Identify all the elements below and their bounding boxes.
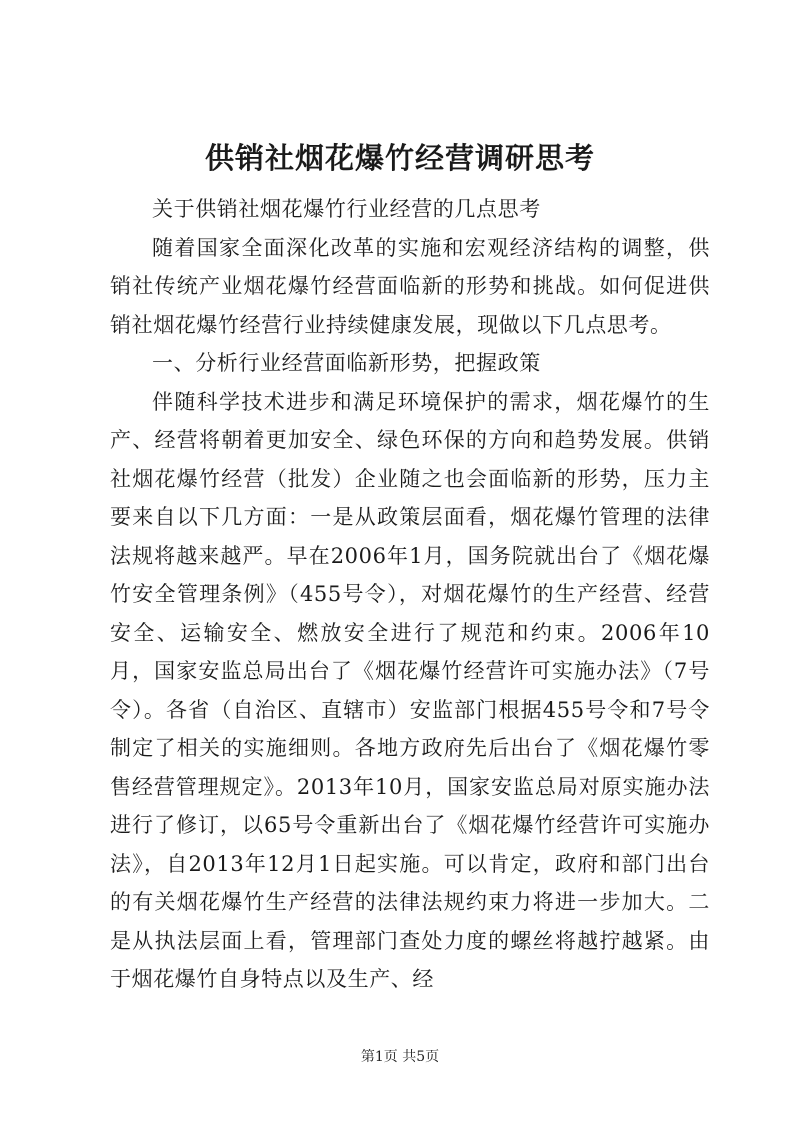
paragraph-intro: 随着国家全面深化改革的实施和宏观经济结构的调整，供销社传统产业烟花爆竹经营面临新的形势和挑战。如何促进供销社烟花爆竹经营行业持续健康发展，现做以下几点思考。 (110, 235, 710, 337)
paragraph-analysis: 伴随科学技术进步和满足环境保护的需求，烟花爆竹的生产、经营将朝着更加安全、绿色环保的方向和趋势发展。供销社烟花爆竹经营（批发）企业随之也会面临新的形势，压力主要来自以下几方面：一是从政策层面看，烟花爆竹管理的法律法规将越来越严。早在2006年1月，国务院就出台了《烟花爆竹安全管理条例》（455号令），对烟花爆竹的生产经营、经营安全、运输安全、燃放安全进行了规范和约束。2006年10月，国家安监总局出台了《烟花爆竹经营许可实施办法》（7号令）。各省（自治区、直辖市）安监部门根据455号令和7号令制定了相关的实施细则。各地方政府先后出台了《烟花爆竹零售经营管理规定》。2013年10月，国家安监总局对原实施办法进行了修订，以65号令重新出台了《烟花爆竹经营许可实施办法》，自2013年12月1日起实施。可以肯定，政府和部门出台的有关烟花爆竹生产经营的法律法规约束力将进一步加大。二是从执法层面上看，管理部门查处力度的螺丝将越拧越紧。由于烟花爆竹自身特点以及生产、经 (110, 389, 710, 991)
section-heading: 一、分析行业经营面临新形势，把握政策 (152, 351, 541, 375)
document-body (110, 190, 710, 999)
paragraph-subtitle: 关于供销社烟花爆竹行业经营的几点思考 (152, 197, 541, 221)
page-number: 第1页 共5页 (360, 1049, 440, 1065)
document-title: 供销社烟花爆竹经营调研思考 (204, 141, 595, 175)
